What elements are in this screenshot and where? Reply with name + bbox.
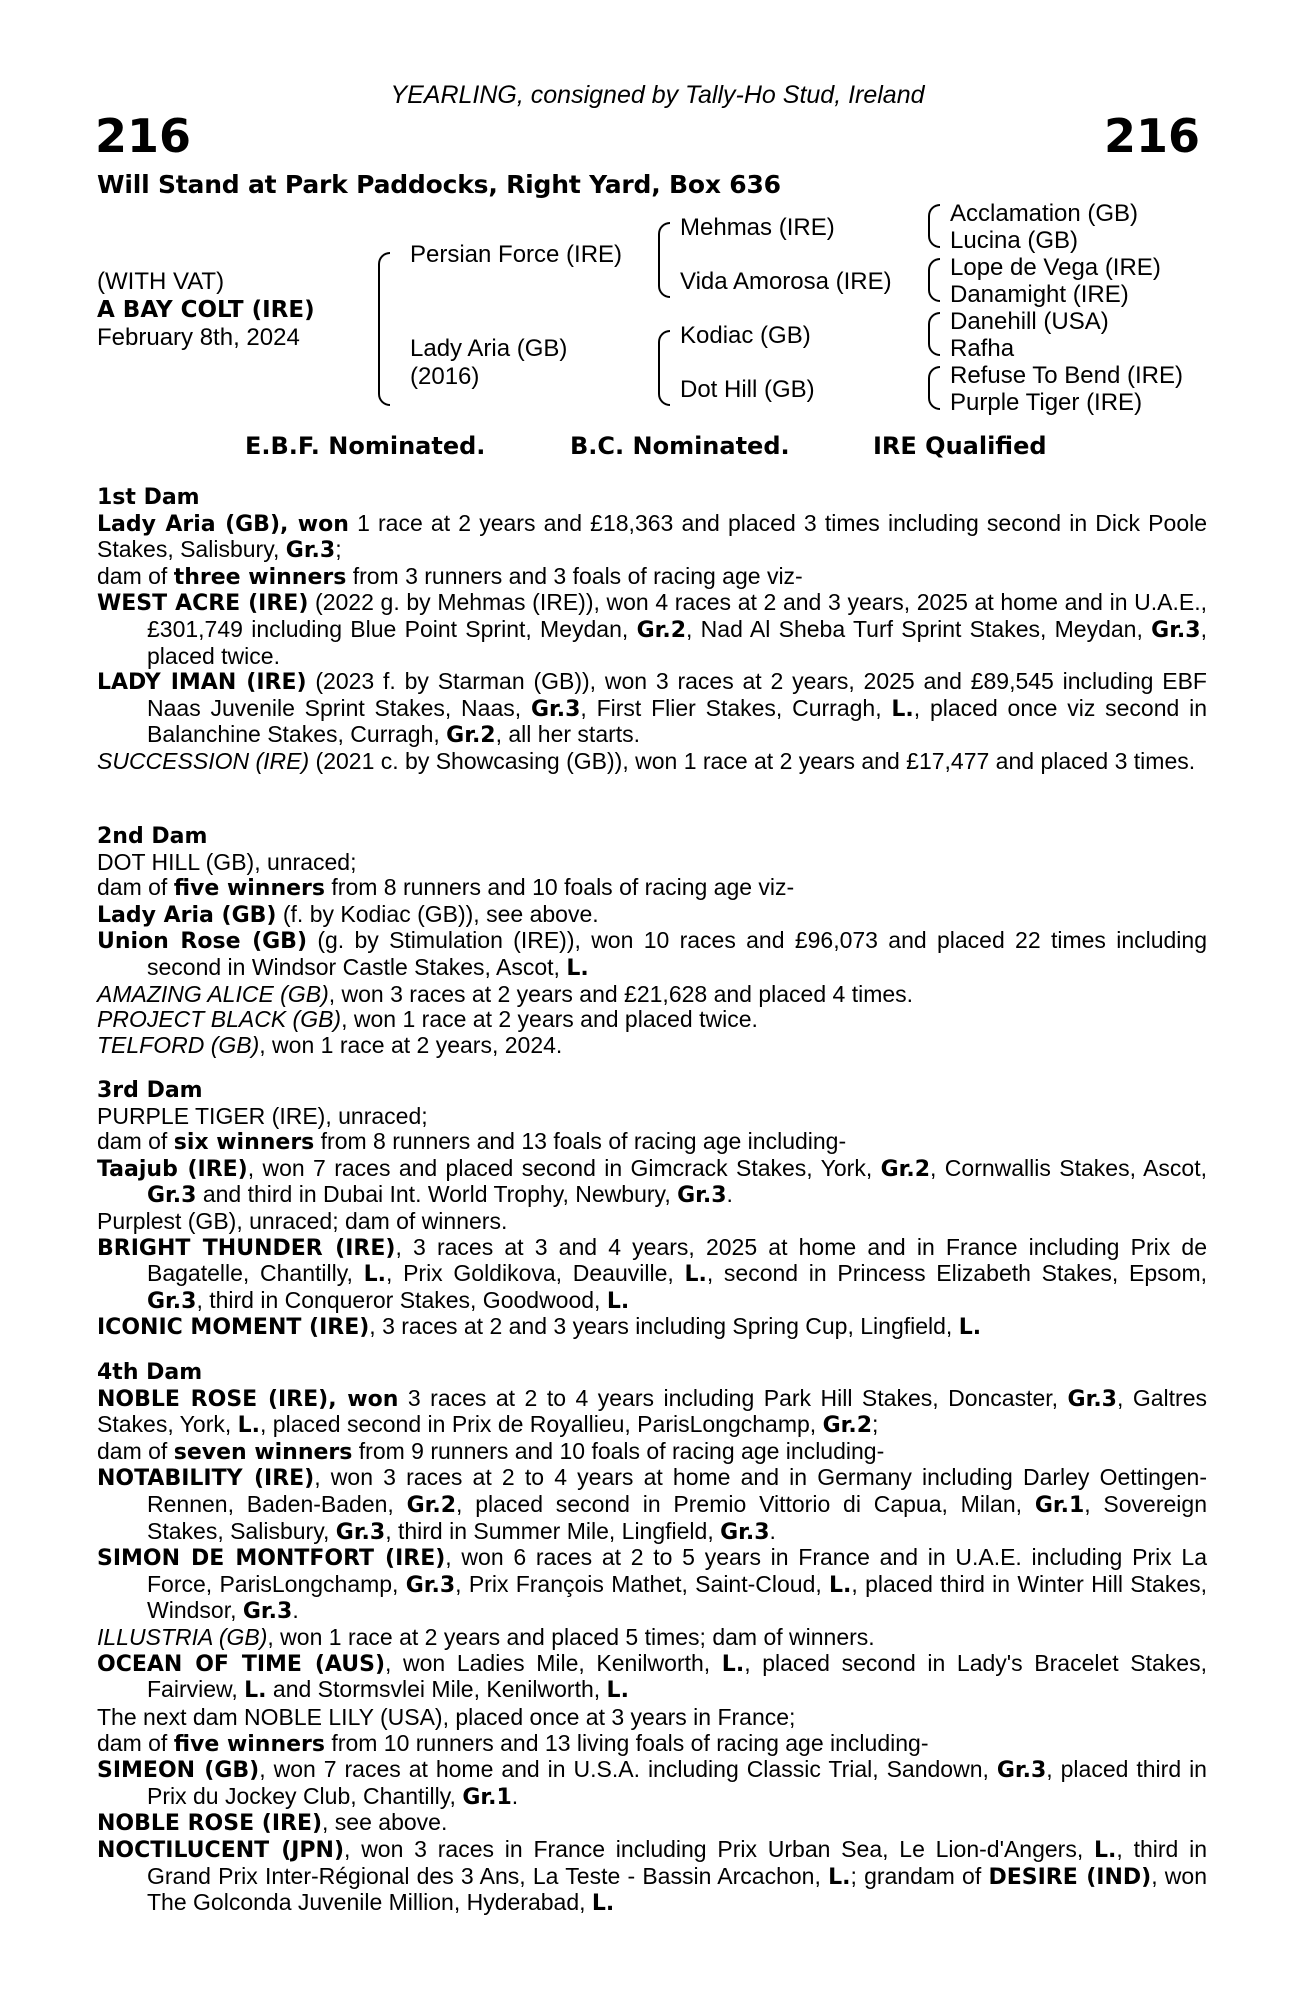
horse-name: SUCCESSION (IRE) [97,747,310,774]
text: , won 3 races in France including Prix Urban Sea, Le Lion-d'Angers, [344,1835,1095,1862]
horse-name: NOBLE ROSE (IRE) [97,1811,323,1837]
text: ; grandam of [850,1862,989,1889]
produce-entry [97,1465,1207,1545]
first-dam-section [97,484,1207,775]
listed: L. [606,1288,630,1314]
punct: ; [335,536,342,563]
ancestor-5: Danehill (USA) [950,308,1109,335]
text: dam of [97,1128,174,1155]
winners-count: six winners [173,1130,315,1156]
third-dam-section [97,1077,1207,1341]
grade: Gr.3 [720,1519,770,1545]
grade: Gr.1 [462,1784,512,1810]
text: (2022 g. by Mehmas (IRE)), won 4 races at 2 and 3 years, 2025 at home and in U.A.E., £301,749 including Blue Point Sprint, Meydan, [147,589,1208,642]
second-dam-section [97,823,1207,1058]
horse-name: OCEAN OF TIME (AUS) [97,1651,385,1677]
text: ; [872,1411,879,1438]
text: , First Flier Stakes, Curragh, [580,694,892,721]
produce-entry [97,1007,1207,1033]
produce-entry [97,1651,1207,1704]
text: , second in Princess Elizabeth Stakes, Epsom, [706,1260,1207,1287]
text: , Sovereign Stakes, Salisbury, [147,1490,1207,1544]
vat-note: (WITH VAT) [97,268,225,295]
produce-entry [97,928,1207,981]
brace-main [378,252,390,406]
text: from 9 runners and 10 foals of racing age including- [352,1437,885,1464]
horse-name: Union Rose (GB) [97,929,308,955]
text: , Nad Al Sheba Turf Sprint Stakes, Meydan, [686,615,1152,642]
text: and Stormsvlei Mile, Kenilworth, [266,1676,607,1703]
text: , placed second in Prix de Royallieu, ParisLongchamp, [260,1411,823,1438]
text: from 3 runners and 3 foals of racing age viz- [346,562,803,589]
produce-entry [97,982,1207,1008]
text: , won 1 race at 2 years and placed twice. [341,1006,758,1033]
winners-count: three winners [173,564,347,590]
text: , placed second in Premio Vittorio di Capua, Milan, [456,1490,1035,1517]
text: (f. by Kodiac (GB)), see above. [276,900,599,927]
horse-name: SIMON DE MONTFORT (IRE) [97,1546,446,1572]
horse-name: LADY IMAN (IRE) [97,670,307,696]
horse-name: DESIRE (IND) [988,1864,1152,1890]
text: (g. by Stimulation (IRE)), won 10 races and £96,073 and placed 22 times including second in Windsor Castle Stakes, Ascot, [147,927,1207,980]
text: , won 1 race at 2 years, 2024. [259,1031,563,1058]
dam-name: PURPLE TIGER (IRE), unraced; [97,1102,428,1129]
brace-dam [658,330,670,406]
produce-entry [97,1810,1207,1837]
listed: L. [566,955,589,981]
dam-year: (2016) [410,363,480,390]
grade: Gr.3 [242,1599,293,1625]
text: . [726,1181,733,1208]
text: and third in Dubai Int. World Trophy, Newbury, [196,1181,678,1208]
text: (2021 c. by Showcasing (GB)), won 1 race at 2 years and £17,477 and placed 3 times. [309,747,1196,774]
listed: L. [591,1891,615,1917]
grade: Gr.2 [880,1156,931,1182]
ebf-nomination: E.B.F. Nominated. [245,432,486,460]
produce-entry [97,1156,1207,1209]
sire-dam-name: Vida Amorosa (IRE) [680,268,892,295]
text: . [769,1517,776,1544]
produce-entry [97,1314,1207,1341]
dam-name: The next dam NOBLE LILY (USA), placed once at 3 years in France; [97,1704,796,1730]
brace-sire [658,222,670,298]
listed: L. [684,1262,707,1288]
grade: Gr.3 [677,1183,727,1209]
produce-entry [97,1235,1207,1315]
produce-entry [97,1757,1207,1810]
listed: L. [363,1262,386,1288]
horse-name: ICONIC MOMENT (IRE) [97,1315,370,1341]
produce-entry [97,749,1207,775]
produce-entry [97,1545,1207,1625]
text: from 8 runners and 10 foals of racing age viz- [325,874,795,901]
text: , won The Golconda Juvenile Million, Hyderabad, [147,1862,1207,1916]
produce-entry [97,1837,1207,1917]
ire-qualified: IRE Qualified [873,432,1047,460]
stable-location: Will Stand at Park Paddocks, Right Yard, Box 636 [97,170,781,199]
dam-name: Lady Aria (GB) [410,335,568,362]
text: , won 6 races at 2 to 5 years in France and in U.A.E. including Prix La Force, ParisLongchamp, [147,1544,1207,1597]
text: (2023 f. by Starman (GB)), won 3 races at 2 years, 2025 and £89,545 including EBF Naas Juvenile Sprint Stakes, Naas, [147,668,1207,721]
text: , Prix François Mathet, Saint-Cloud, [455,1570,830,1597]
brace-g4 [928,366,940,410]
text: , Cornwallis Stakes, Ascot, [930,1154,1207,1181]
text: , won 3 races at 2 years and £21,628 and placed 4 times. [328,980,914,1007]
text: , 3 races at 3 and 4 years, 2025 at home and in France including Prix de Bagatelle, Chantilly, [147,1233,1207,1287]
text: , won 1 race at 2 years and placed 5 times; dam of winners. [267,1623,875,1650]
grade: Gr.3 [405,1572,456,1598]
text: , 3 races at 2 and 3 years including Spring Cup, Lingfield, [369,1313,959,1340]
horse-name: NOCTILUCENT (JPN) [97,1837,345,1863]
text: . [292,1597,299,1624]
ancestor-1: Acclamation (GB) [950,200,1139,227]
produce-entry [97,1033,1207,1059]
winners-count: five winners [173,1731,326,1757]
text: , third in Summer Mile, Lingfield, [385,1517,721,1544]
lot-number-left: 216 [95,109,192,163]
lot-number-right: 216 [1103,109,1200,163]
listed: L. [244,1678,267,1704]
grade: Gr.3 [147,1183,197,1209]
text: , won Ladies Mile, Kenilworth, [385,1649,722,1676]
brace-g2 [928,258,940,302]
dam-name: Lady Aria (GB), won [97,511,349,537]
text: , placed third in Winter Hill Stakes, Windsor, [147,1570,1207,1624]
foaling-date: February 8th, 2024 [97,324,300,351]
grade: Gr.3 [530,696,581,722]
horse-name: Taajub (IRE) [97,1156,248,1182]
ancestor-8: Purple Tiger (IRE) [950,389,1143,416]
horse-name: SIMEON (GB) [97,1758,260,1784]
horse-name: WEST ACRE (IRE) [97,591,309,617]
ancestor-7: Refuse To Bend (IRE) [950,362,1184,389]
next-dam-section [97,1705,1207,1917]
text: , third in Conqueror Stakes, Goodwood, [196,1286,607,1313]
horse-name: NOTABILITY (IRE) [97,1466,315,1492]
horse-name: AMAZING ALICE (GB) [97,980,329,1007]
text: dam of [97,1437,174,1464]
sire-name: Persian Force (IRE) [410,241,623,268]
listed: L. [721,1651,745,1677]
text: , all her starts. [495,721,641,748]
section-heading: 3rd Dam [97,1078,203,1103]
text: , placed twice. [147,615,1207,669]
grade: Gr.3 [335,1519,386,1545]
listed: L. [891,696,914,722]
grade: Gr.2 [446,723,496,749]
text: , won 7 races at home and in U.S.A. including Classic Trial, Sandown, [259,1756,997,1783]
grade: Gr.3 [147,1288,197,1314]
section-heading: 2nd Dam [97,824,208,849]
ancestor-4: Danamight (IRE) [950,281,1129,308]
race-record: 1 race at 2 years and £18,363 and placed 3 times including second in Dick Poole Stakes, Salisbury, [97,509,1208,563]
listed: L. [828,1864,851,1890]
listed: L. [1094,1837,1117,1863]
grade: Gr.3 [1067,1386,1117,1412]
brace-g3 [928,312,940,356]
text: from 8 runners and 13 foals of racing age including- [314,1128,847,1155]
winners-count: five winners [173,876,326,902]
listed: L. [606,1678,629,1704]
listed: L. [237,1413,261,1439]
produce-entry [97,1625,1207,1651]
text: dam of [97,562,174,589]
lot-name: A BAY COLT (IRE) [97,297,315,323]
grade: Gr.3 [1151,617,1201,643]
horse-name: Lady Aria (GB) [97,902,277,928]
grade: Gr.2 [406,1492,457,1518]
fourth-dam-section [97,1359,1207,1704]
listed: L. [958,1315,982,1341]
horse-name: ILLUSTRIA (GB) [97,1623,268,1650]
produce-entry [97,669,1207,749]
grade: Gr.2 [822,1413,873,1439]
text: , placed second in Lady's Bracelet Stakes, Fairview, [147,1649,1207,1703]
horse-name: Purplest (GB), unraced; dam of winners. [97,1207,508,1234]
dam-dam-name: Dot Hill (GB) [680,376,815,403]
text: , won 3 races at 2 to 4 years at home and in Germany including Darley Oettingen-Rennen, Baden-Baden, [147,1464,1207,1517]
horse-name: TELFORD (GB) [97,1031,260,1058]
catalogue-subtitle: YEARLING, consigned by Tally-Ho Stud, Ireland [390,81,925,109]
ancestor-3: Lope de Vega (IRE) [950,254,1161,281]
produce-entry [97,902,1207,929]
horse-name: PROJECT BLACK (GB) [97,1006,342,1033]
produce-entry [97,590,1207,669]
brace-g1 [928,204,940,248]
grade: Gr.2 [636,617,686,643]
text: dam of [97,1729,174,1756]
text: , Galtres Stakes, York, [97,1384,1207,1438]
listed: L. [829,1572,852,1598]
dam-name: DOT HILL (GB), unraced; [97,848,357,875]
text: , Prix Goldikova, Deauville, [385,1260,685,1287]
text: 3 races at 2 to 4 years including Park Hill Stakes, Doncaster, [398,1384,1068,1411]
text: , won 7 races and placed second in Gimcrack Stakes, York, [247,1154,881,1181]
winners-count: seven winners [173,1439,353,1465]
horse-name: BRIGHT THUNDER (IRE) [97,1235,396,1261]
grade: Gr.1 [1034,1492,1085,1518]
text: , placed once viz second in Balanchine Stakes, Curragh, [147,694,1207,748]
text: , placed third in Prix du Jockey Club, Chantilly, [147,1756,1207,1809]
section-heading: 4th Dam [97,1360,203,1385]
dam-sire-name: Kodiac (GB) [680,322,811,349]
text: from 10 runners and 13 living foals of racing age including- [325,1729,929,1756]
bc-nomination: B.C. Nominated. [570,432,790,460]
produce-entry [97,1209,1207,1235]
text: dam of [97,874,174,901]
ancestor-6: Rafha [950,335,1015,362]
section-heading: 1st Dam [97,485,200,510]
sire-sire-name: Mehmas (IRE) [680,214,835,241]
text: . [511,1782,519,1809]
grade: Gr.3 [996,1758,1047,1784]
text: , see above. [322,1809,448,1836]
ancestor-2: Lucina (GB) [950,227,1079,254]
text: , third in Grand Prix Inter-Régional des 3 Ans, La Teste - Bassin Arcachon, [147,1835,1207,1889]
grade: Gr.3 [285,538,336,564]
dam-name: NOBLE ROSE (IRE), won [97,1386,399,1412]
